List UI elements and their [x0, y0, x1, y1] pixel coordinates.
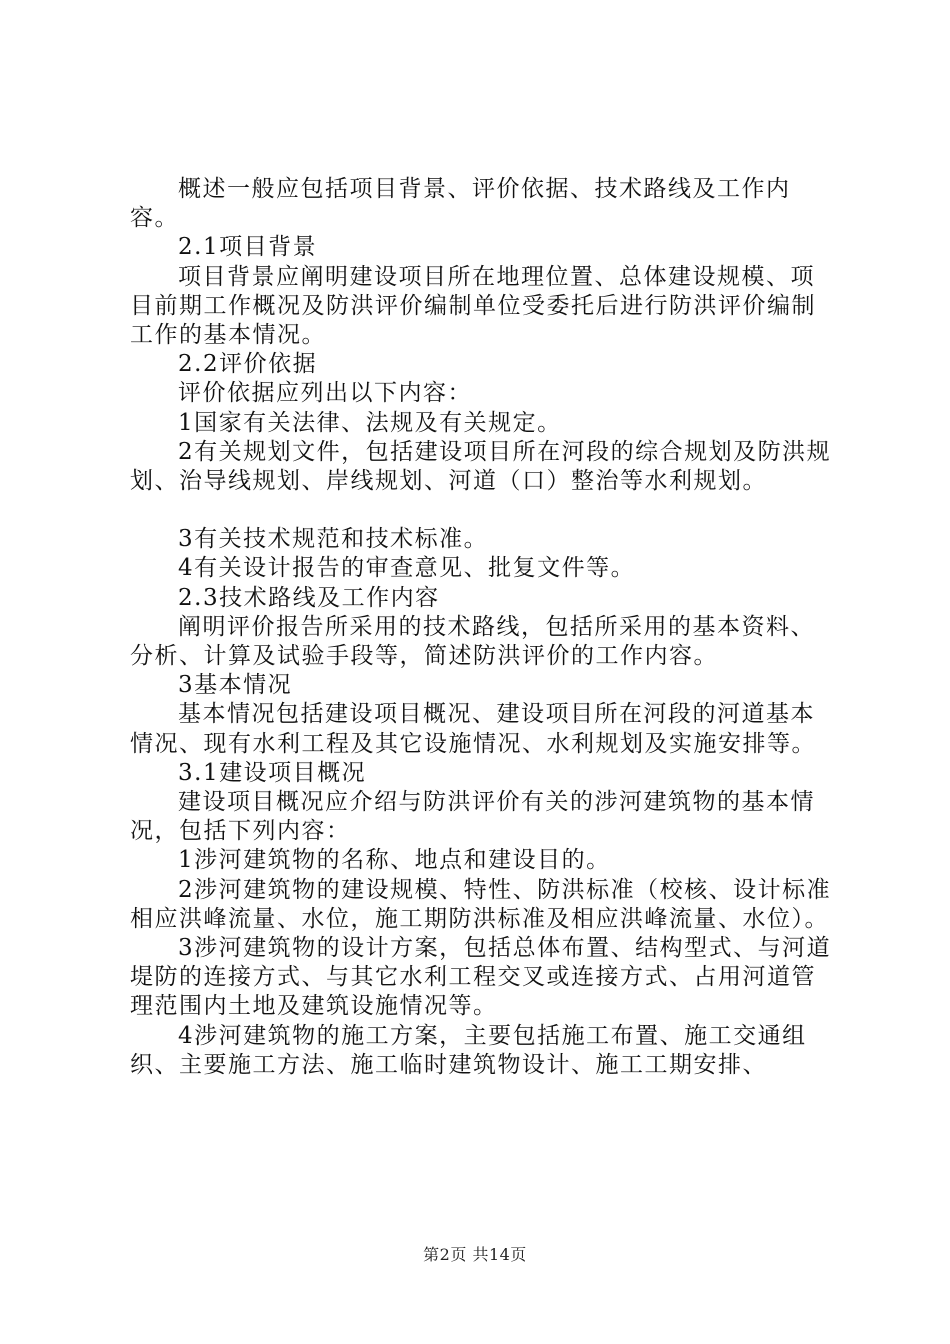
list-item-basis-4: 4有关设计报告的审查意见、批复文件等。: [178, 555, 636, 582]
list-item-basis-1: 1国家有关法律、法规及有关规定。: [178, 409, 562, 436]
heading-3-1: 3.1建设项目概况: [178, 759, 367, 786]
paragraph-background: 项目背景应阐明建设项目所在地理位置、总体建设规模、项目前期工作概况及防洪评价编制单位受委托后进行防洪评价编制工作的基本情况。: [130, 263, 816, 349]
list-item-overview-1: 1涉河建筑物的名称、地点和建设目的。: [178, 847, 611, 874]
document-body: [130, 175, 835, 1080]
blank-line: [130, 496, 835, 525]
heading-2-2: 2.2评价依据: [178, 351, 318, 378]
page-footer: 第2页 共14页: [423, 1245, 527, 1264]
list-item-overview-4: 4涉河建筑物的施工方案，主要包括施工布置、施工交通组织、主要施工方法、施工临时建筑物设计、施工工期安排、: [130, 1022, 807, 1078]
heading-2-1: 2.1项目背景: [178, 234, 318, 261]
list-item-overview-3: 3涉河建筑物的设计方案，包括总体布置、结构型式、与河道堤防的连接方式、与其它水利工程交叉或连接方式、占用河道管理范围内土地及建筑设施情况等。: [130, 935, 832, 1020]
heading-3: 3基本情况: [178, 672, 293, 699]
paragraph-technical-route: 阐明评价报告所采用的技术路线，包括所采用的基本资料、分析、计算及试验手段等，简述防洪评价的工作内容。: [130, 613, 815, 670]
paragraph-basis-intro: 评价依据应列出以下内容：: [178, 380, 472, 407]
list-item-basis-3: 3有关技术规范和技术标准。: [178, 526, 489, 553]
list-item-basis-2: 2有关规划文件，包括建设项目所在河段的综合规划及防洪规划、治导线规划、岸线规划、河道（口）整治等水利规划。: [130, 438, 832, 495]
list-item-overview-2: 2涉河建筑物的建设规模、特性、防洪标准（校核、设计标准相应洪峰流量、水位，施工期防洪标准及相应洪峰流量、水位）。: [130, 876, 832, 932]
paragraph-basic-situation: 基本情况包括建设项目概况、建设项目所在河段的河道基本情况、现有水利工程及其它设施情况、水利规划及实施安排等。: [130, 701, 816, 757]
heading-2-3: 2.3技术路线及工作内容: [178, 584, 440, 611]
paragraph-project-overview: 建设项目概况应介绍与防洪评价有关的涉河建筑物的基本情况，包括下列内容：: [130, 789, 815, 845]
paragraph-overview: 概述一般应包括项目背景、评价依据、技术路线及工作内容。: [130, 176, 791, 232]
